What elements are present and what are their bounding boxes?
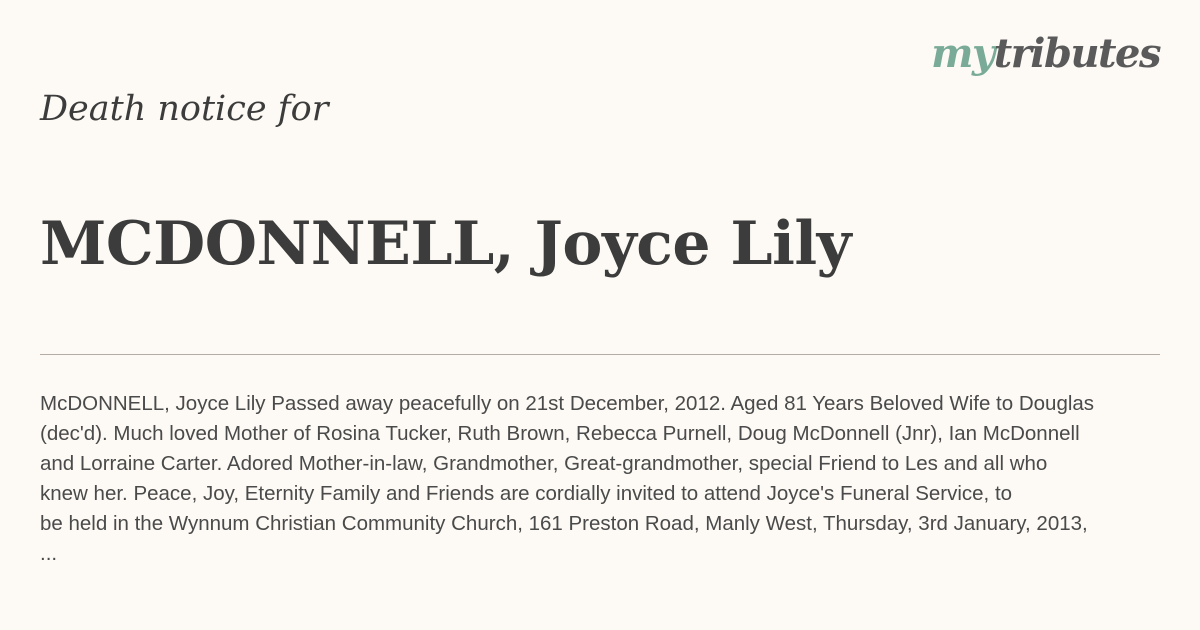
- notice-heading: Death notice for: [40, 89, 329, 129]
- notice-body-line: be held in the Wynnum Christian Community Church, 161 Preston Road, Manly West, Thursday, 3rd January, 2013,: [40, 512, 1088, 535]
- notice-body-line: knew her. Peace, Joy, Eternity Family and Friends are cordially invited to attend Joyce's Funeral Service, to: [40, 482, 1013, 505]
- notice-body-line: McDONNELL, Joyce Lily Passed away peacefully on 21st December, 2012. Aged 81 Years Beloved Wife to Douglas: [40, 392, 1095, 415]
- logo-text-my: my: [931, 30, 994, 77]
- notice-body-line: and Lorraine Carter. Adored Mother-in-law, Grandmother, Great-grandmother, special Friend to Les and all who: [40, 452, 1048, 475]
- logo-text-tributes: tributes: [993, 30, 1160, 77]
- notice-body: [40, 389, 1165, 569]
- mytributes-logo[interactable]: [931, 30, 1160, 77]
- notice-body-line: (dec'd). Much loved Mother of Rosina Tucker, Ruth Brown, Rebecca Purnell, Doug McDonnell (Jnr), Ian McDonnell: [40, 422, 1080, 445]
- notice-body-ellipsis: ...: [40, 542, 58, 565]
- deceased-name: MCDONNELL, Joyce Lily: [40, 209, 852, 279]
- section-divider: [40, 354, 1160, 355]
